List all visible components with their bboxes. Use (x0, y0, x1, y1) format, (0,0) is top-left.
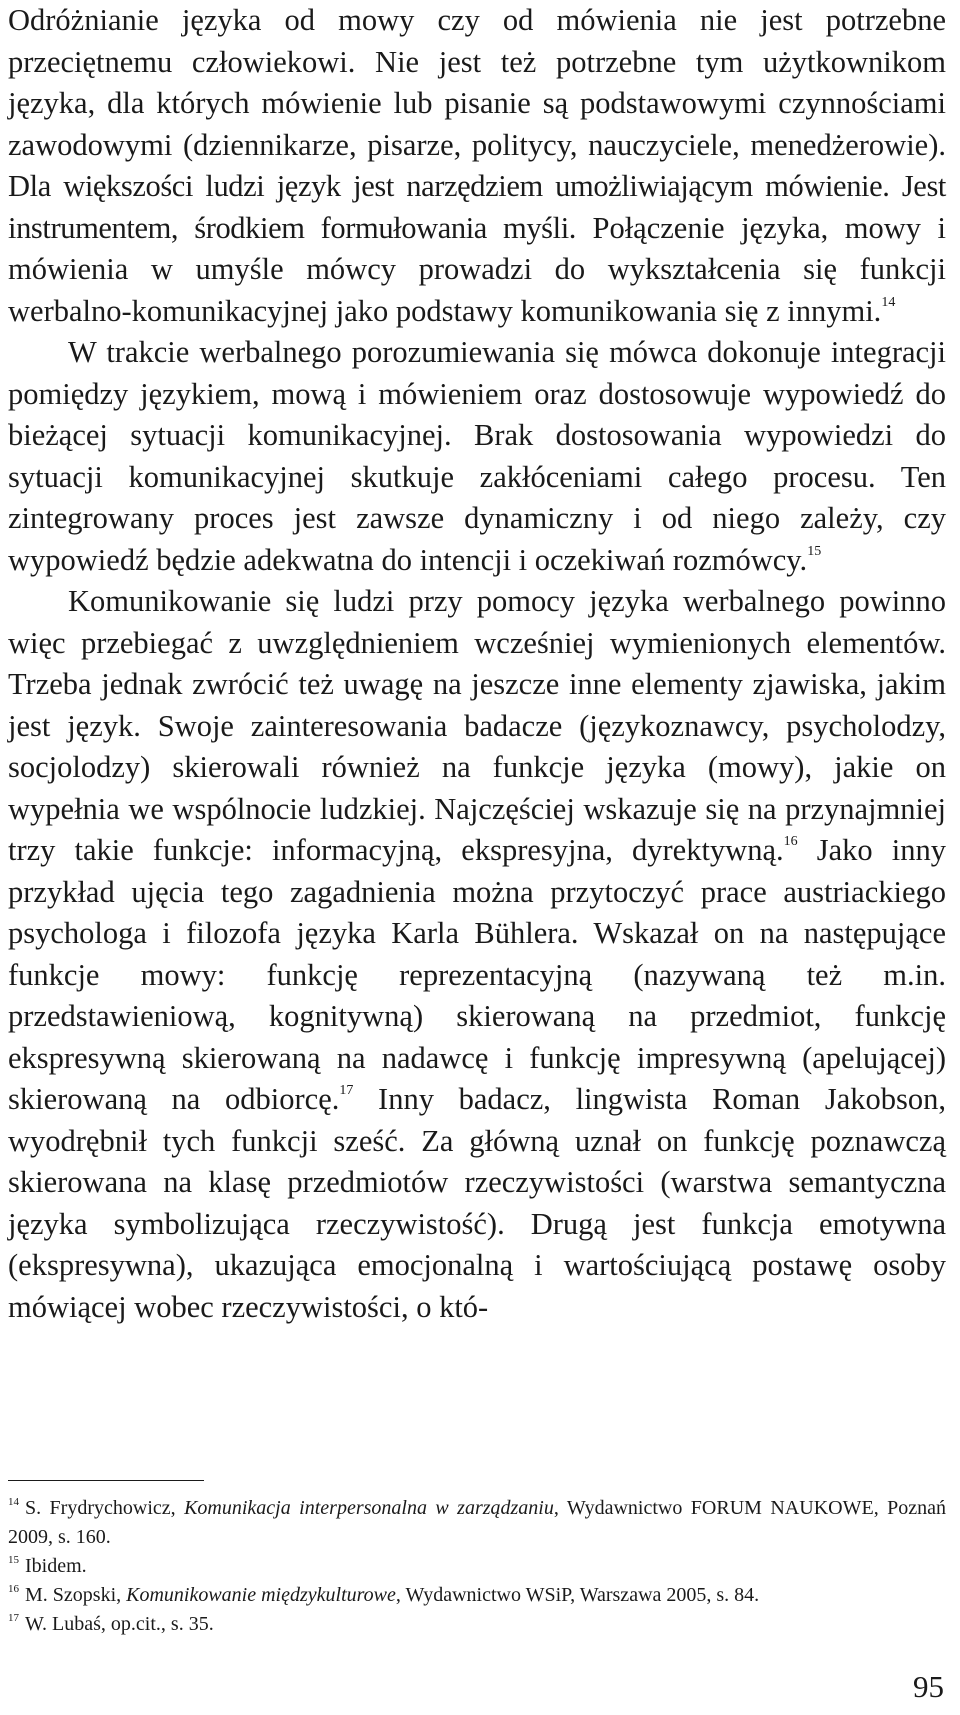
paragraph (8, 0, 946, 332)
footnote (8, 1610, 946, 1639)
footnote-reference: 16 (783, 834, 798, 849)
text-run: , Wydawnictwo FORUM NAUKOWE, Poznań 2009, s. 160. (8, 1497, 947, 1548)
italic-title: Komunikacja interpersonalna w zarządzaniu (184, 1497, 554, 1519)
footnote-reference: 17 (339, 1083, 354, 1098)
text-run: Odróżnianie języka od mowy czy od mówienia nie jest potrzebne przeciętnemu człowiekowi. Nie jest też potrzebne tym użytkownikom języka, dla których mówienie lub pisanie są podstawowymi czynnościami zawodowymi (dziennikarze, pisarze, politycy, nauczyciele, menedżerowie). (8, 3, 946, 162)
footnote-reference: 15 (807, 543, 822, 559)
footnotes (8, 1494, 946, 1639)
footnote-reference: 14 (881, 294, 896, 310)
footnote-number: 17 (8, 1612, 19, 1624)
footnote (8, 1581, 946, 1610)
text-run: Inny badacz, lingwista Roman Jakobson, wyodrębnił tych funkcji sześć. Za główną uznał on funkcję poznawczą skierowana na klasę przedmiotów rzeczywistości (warstwa semantyczna języka symbolizująca rzeczywistość). Drugą jest funkcja emotywna (ekspresywna), ukazująca emocjonalną i wartościującą postawę osoby mówiącej wobec rzeczywistości, o któ- (8, 1082, 946, 1324)
footnote-number: 16 (8, 1583, 19, 1595)
text-run: S. Frydrychowicz, (25, 1497, 185, 1519)
text-run: , Wydawnictwo WSiP, Warszawa 2005, s. 84. (395, 1584, 760, 1606)
text-run: Ibidem. (25, 1555, 87, 1577)
text-run: Dla większości ludzi język jest narzędziem umożliwiającym mówienie. Jest instrumentem, środkiem formułowania myśli. (8, 169, 946, 245)
main-text (8, 0, 946, 1328)
text-run: Jako inny przykład ujęcia tego zagadnienia można przytoczyć prace austriackiego psychologa i filozofa języka Karla Bühlera. Wskazał on na następujące funkcje mowy: funkcję reprezentacyjną (nazywaną też m.in. przedstawieniową, kognitywną) skierowaną na przedmiot, funkcję ekspresywną skierowaną na nadawcę i funkcję impresywną (apelującej) skierowaną na odbiorcę. (8, 833, 946, 1116)
paragraph (8, 332, 946, 581)
footnote-number: 15 (8, 1554, 19, 1566)
text-run: W. Lubaś, op.cit., s. 35. (25, 1613, 214, 1635)
text-run: W trakcie werbalnego porozumiewania się mówca dokonuje integracji pomiędzy językiem, mową i mówieniem oraz dostosowuje wypowiedź do bieżącej sytuacji komunikacyjnej. Brak dostosowania wypowiedzi do sytuacji komunikacyjnej skutkuje zakłóceniami całego procesu. Ten zintegrowany proces jest zawsze dynamiczny i od niego zależy, czy wypowiedź będzie adekwatna do intencji i oczekiwań rozmówcy. (8, 335, 946, 577)
italic-title: Komunikowanie międzykulturowe (126, 1584, 396, 1606)
footnote (8, 1552, 946, 1581)
text-run: M. Szopski, (25, 1584, 127, 1606)
page-number: 95 (913, 1669, 944, 1704)
footnote-separator (8, 1480, 204, 1481)
footnote (8, 1494, 946, 1552)
footnote-number: 14 (8, 1496, 19, 1508)
text-run: Komunikowanie się ludzi przy pomocy języka werbalnego powinno więc przebiegać z uwzględnieniem wcześniej wymienionych elementów. Trzeba jednak zwrócić też uwagę na jeszcze inne elementy zjawiska, jakim jest język. Swoje zainteresowania badacze (językoznawcy, psycholodzy, socjolodzy) skierowali również na funkcje języka (mowy), jakie on wypełnia we wspólnocie ludzkiej. Najczęściej wskazuje się na przynajmniej trzy takie funkcje: informacyjną, ekspresyjna, dyrektywną. (8, 584, 946, 867)
text-run: Połączenie języka, mowy i mówienia w umyśle mówcy prowadzi do wykształcenia się funkcji werbalno-komunikacyjnej jako podstawy komunikowania się z innymi. (8, 210, 946, 328)
paragraph (8, 581, 946, 1328)
